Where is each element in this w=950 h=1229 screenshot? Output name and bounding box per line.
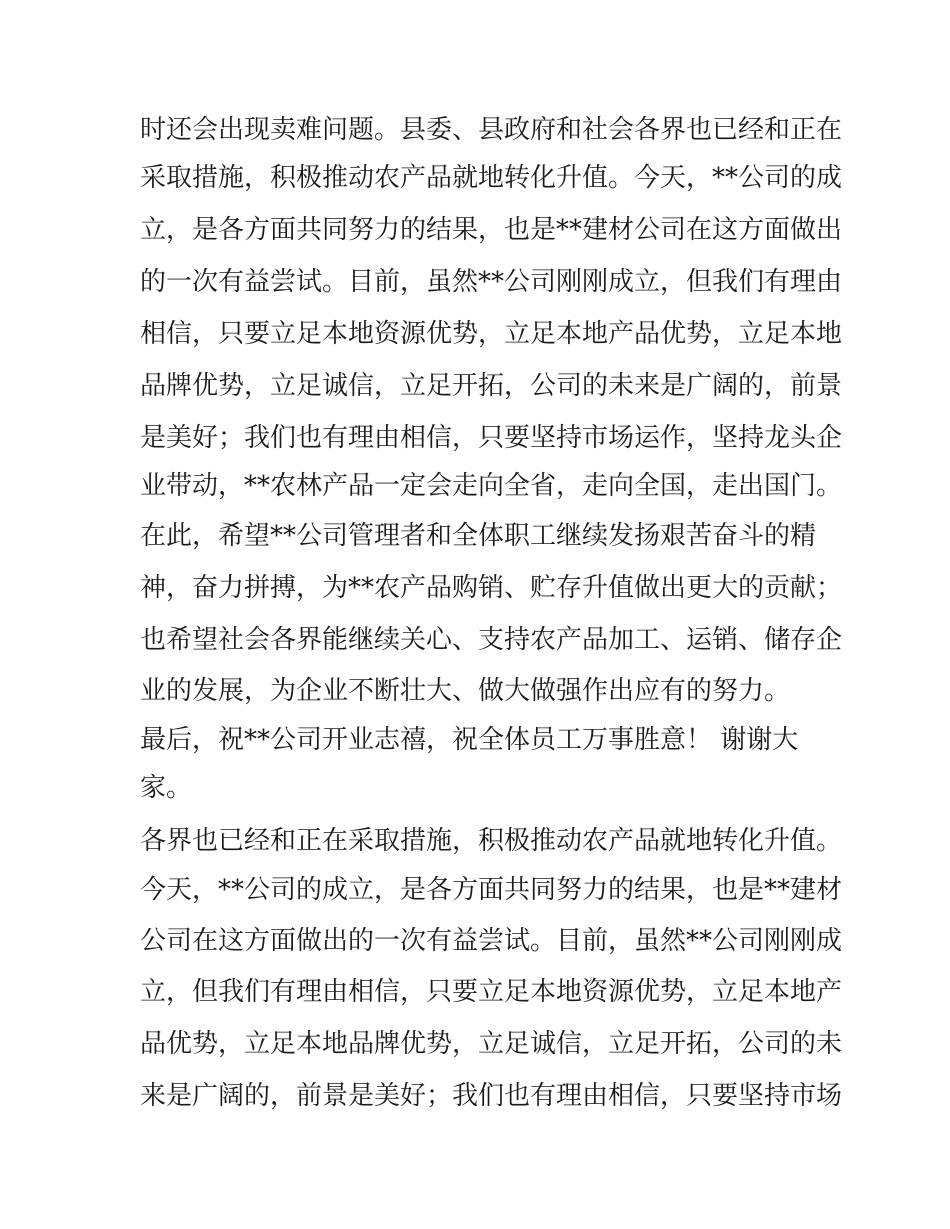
text-line: 来是广阔的，前景是美好；我们也有理由相信，只要坚持市场 — [140, 1081, 843, 1111]
text-line: 业的发展，为企业不断壮大、做大做强作出应有的努力。 — [140, 676, 791, 706]
text-line: 品牌优势，立足诚信，立足开拓，公司的未来是广阔的，前景 — [140, 371, 843, 401]
text-line: 家。 — [140, 773, 193, 803]
text-line: 是美好；我们也有理由相信，只要坚持市场运作，坚持龙头企 — [140, 423, 843, 453]
text-line: 品优势，立足本地品牌优势，立足诚信，立足开拓，公司的未 — [140, 1029, 843, 1059]
text-line: 采取措施，积极推动农产品就地转化升值。今天，**公司的成 — [140, 163, 843, 193]
text-line: 最后，祝**公司开业志禧，祝全体员工万事胜意！ 谢谢大 — [140, 725, 799, 755]
text-line: 也希望社会各界能继续关心、支持农产品加工、运销、储存企 — [140, 625, 843, 655]
text-line: 各界也已经和正在采取措施，积极推动农产品就地转化升值。 — [140, 826, 843, 856]
text-line: 的一次有益尝试。目前，虽然**公司刚刚成立，但我们有理由 — [140, 267, 843, 297]
text-line: 立，是各方面共同努力的结果，也是**建材公司在这方面做出 — [140, 215, 843, 245]
text-line: 业带动，**农林产品一定会走向全省，走向全国，走出国门。 — [140, 471, 843, 501]
text-line: 在此，希望**公司管理者和全体职工继续发扬艰苦奋斗的精 — [140, 521, 817, 551]
text-line: 相信，只要立足本地资源优势，立足本地产品优势，立足本地 — [140, 319, 843, 349]
text-line: 神，奋力拼搏，为**农产品购销、贮存升值做出更大的贡献； — [140, 573, 843, 603]
text-line: 今天，**公司的成立，是各方面共同努力的结果，也是**建材 — [140, 875, 843, 905]
text-line: 立，但我们有理由相信，只要立足本地资源优势，立足本地产 — [140, 977, 843, 1007]
text-line: 公司在这方面做出的一次有益尝试。目前，虽然**公司刚刚成 — [140, 926, 843, 956]
text-line: 时还会出现卖难问题。县委、县政府和社会各界也已经和正在 — [140, 115, 843, 145]
